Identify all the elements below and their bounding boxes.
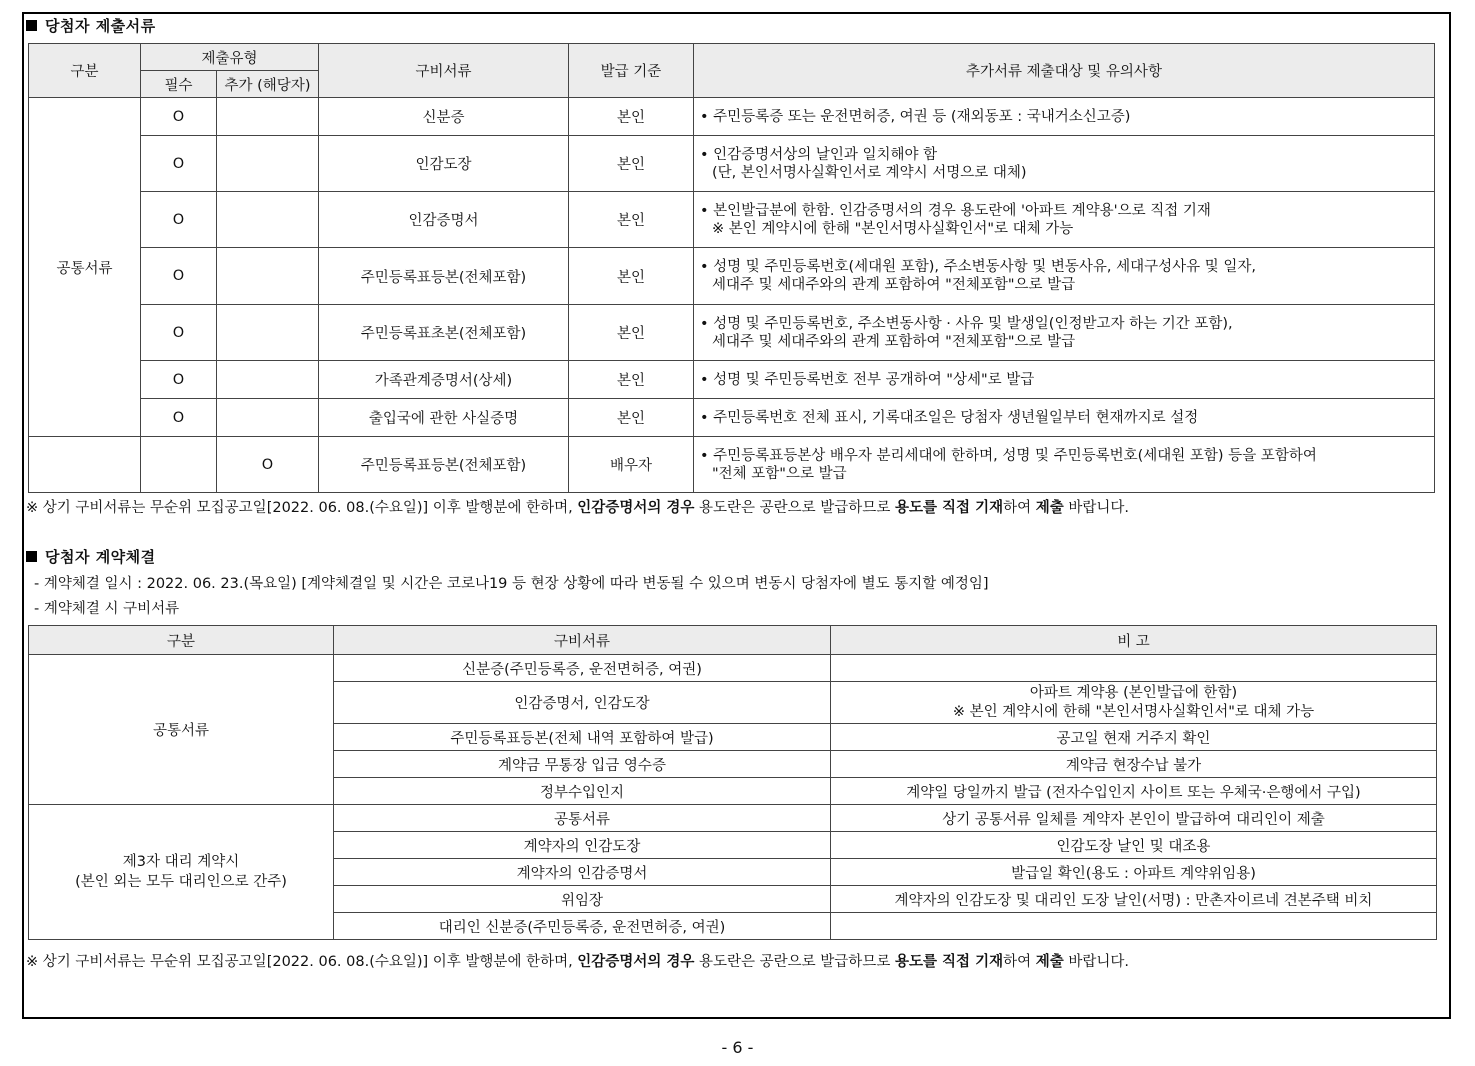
black-square-icon bbox=[26, 551, 37, 562]
table-row: 대리인 신분증(주민등록증, 운전면허증, 여권) bbox=[29, 913, 1437, 940]
header-category: 구분 bbox=[29, 44, 141, 98]
table-row: O 출입국에 관한 사실증명 본인 • 주민등록번호 전체 표시, 기록대조일은 당첨자 생년월일부터 현재까지로 설정 bbox=[29, 399, 1435, 437]
table-row: 계약금 무통장 입금 영수증 계약금 현장수납 불가 bbox=[29, 751, 1437, 778]
page-number: - 6 - bbox=[721, 1038, 754, 1057]
table-row: 계약자의 인감도장 인감도장 날인 및 대조용 bbox=[29, 832, 1437, 859]
group-label: 제3자 대리 계약시 (본인 외는 모두 대리인으로 간주) bbox=[29, 805, 334, 940]
header-documents: 구비서류 bbox=[319, 44, 569, 98]
black-square-icon bbox=[26, 20, 37, 31]
contract-docs-line: - 계약체결 시 구비서류 bbox=[34, 601, 180, 617]
contract-date-line: - 계약체결 일시 : 2022. 06. 23.(목요일) [계약체결일 및 시간은 코로나19 등 현장 상황에 따라 변동될 수 있으며 변동시 당첨자에 별도 통지할 예정임] bbox=[34, 576, 989, 592]
header-additional: 추가 (해당자) bbox=[217, 71, 319, 98]
group-label: 공통서류 bbox=[29, 655, 334, 805]
table-row: O 인감증명서 본인 • 본인발급분에 한함. 인감증명서의 경우 용도란에 '아파트 계약용'으로 직접 기재 ※ 본인 계약시에 한해 "본인서명사실확인서"로 대체 가능 bbox=[29, 192, 1435, 248]
table-row: 정부수입인지 계약일 당일까지 발급 (전자수입인지 사이트 또는 우체국·은행에서 구입) bbox=[29, 778, 1437, 805]
table-row: 공통서류 신분증(주민등록증, 운전면허증, 여권) bbox=[29, 655, 1437, 682]
header-required: 필수 bbox=[141, 71, 217, 98]
table-row: O 인감도장 본인 • 인감증명서상의 날인과 일치해야 함 (단, 본인서명사실확인서로 계약시 서명으로 대체) bbox=[29, 136, 1435, 192]
submission-documents-table bbox=[28, 43, 1435, 493]
group-label: 공통서류 bbox=[29, 98, 141, 437]
table-row: O 주민등록표등본(전체포함) 배우자 • 주민등록표등본상 배우자 분리세대에 한하며, 성명 및 주민등록번호(세대원 포함) 등을 포함하여 "전체 포함"으로 발급 bbox=[29, 437, 1435, 493]
table-row: 인감증명서, 인감도장 아파트 계약용 (본인발급에 한함) ※ 본인 계약시에 한해 "본인서명사실확인서"로 대체 가능 bbox=[29, 682, 1437, 724]
table-row: O 주민등록표초본(전체포함) 본인 • 성명 및 주민등록번호, 주소변동사항 · 사유 및 발생일(인정받고자 하는 기간 포함), 세대주 및 세대주와의 관계 포함하여 "전체포함"으로 발급 bbox=[29, 305, 1435, 361]
header-remarks: 비 고 bbox=[831, 626, 1437, 655]
header-submit-type: 제출유형 bbox=[141, 44, 319, 71]
footnote-2: ※ 상기 구비서류는 무순위 모집공고일[2022. 06. 08.(수요일)] 이후 발행분에 한하며, 인감증명서의 경우 용도란은 공란으로 발급하므로 용도를 직접 기재하여 제출 바랍니다. bbox=[26, 954, 1129, 970]
table-row: 주민등록표등본(전체 내역 포함하여 발급) 공고일 현재 거주지 확인 bbox=[29, 724, 1437, 751]
table-row: O 주민등록표등본(전체포함) 본인 • 성명 및 주민등록번호(세대원 포함), 주소변동사항 및 변동사유, 세대구성사유 및 일자, 세대주 및 세대주와의 관계 포함하여 "전체포함"으로 발급 bbox=[29, 248, 1435, 305]
section2-title: 당첨자 계약체결 bbox=[26, 546, 156, 567]
header-notes: 추가서류 제출대상 및 유의사항 bbox=[694, 44, 1435, 98]
section1-title: 당첨자 제출서류 bbox=[26, 15, 156, 36]
table-row: 공통서류 O 신분증 본인 • 주민등록증 또는 운전면허증, 여권 등 (재외동포 : 국내거소신고증) bbox=[29, 98, 1435, 136]
header-category: 구분 bbox=[29, 626, 334, 655]
contract-documents-table bbox=[28, 625, 1437, 940]
table-row: 위임장 계약자의 인감도장 및 대리인 도장 날인(서명) : 만촌자이르네 견본주택 비치 bbox=[29, 886, 1437, 913]
table-row: O 가족관계증명서(상세) 본인 • 성명 및 주민등록번호 전부 공개하여 "상세"로 발급 bbox=[29, 361, 1435, 399]
footnote-1: ※ 상기 구비서류는 무순위 모집공고일[2022. 06. 08.(수요일)] 이후 발행분에 한하며, 인감증명서의 경우 용도란은 공란으로 발급하므로 용도를 직접 기재하여 제출 바랍니다. bbox=[26, 500, 1129, 516]
table-row: 계약자의 인감증명서 발급일 확인(용도 : 아파트 계약위임용) bbox=[29, 859, 1437, 886]
header-documents: 구비서류 bbox=[334, 626, 831, 655]
table-row: 제3자 대리 계약시 (본인 외는 모두 대리인으로 간주) 공통서류 상기 공통서류 일체를 계약자 본인이 발급하여 대리인이 제출 bbox=[29, 805, 1437, 832]
header-issue-basis: 발급 기준 bbox=[569, 44, 694, 98]
